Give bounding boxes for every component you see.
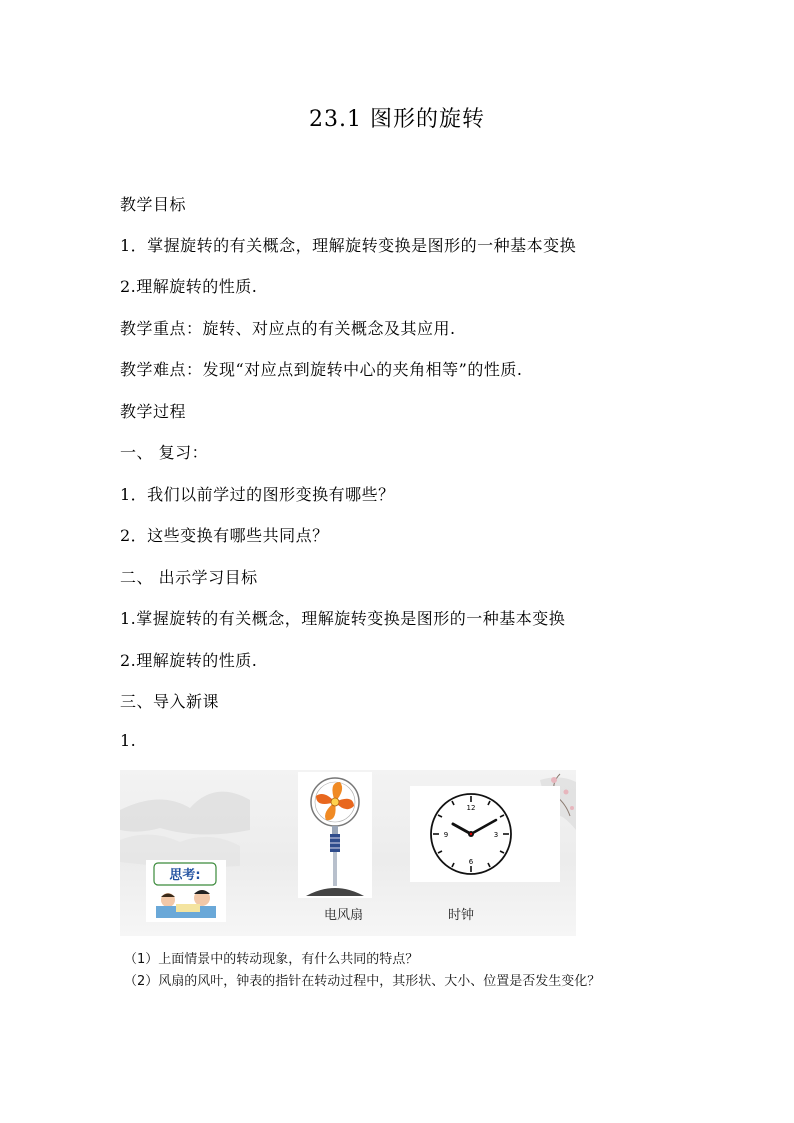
clock-number-6: 6 [468,858,474,866]
text-line: 2.理解旋转的性质. [120,651,258,670]
fan-label: 电风扇 [324,908,364,923]
text-line: 1.掌握旋转的有关概念，理解旋转变换是图形的一种基本变换 [120,609,566,628]
think-image-box [146,860,226,922]
text-line: 1．掌握旋转的有关概念，理解旋转变换是图形的一种基本变换 [120,236,577,255]
fan-image-box [298,772,372,898]
rotation-illustration [120,770,576,936]
question-1: （1）上面情景中的转动现象，有什么共同的特点？ [124,952,419,967]
text-line: 教学过程 [120,402,187,421]
electric-fan-icon [298,772,372,898]
think-label: 思考: [169,868,201,883]
clock-number-9: 9 [443,831,449,839]
thinking-children-icon [146,860,226,922]
clock-number-3: 3 [493,831,499,839]
text-line: 教学重点：旋转、对应点的有关概念及其应用. [120,319,456,338]
text-line: 教学难点：发现“对应点到旋转中心的夹角相等”的性质. [120,360,523,379]
text-line: 2．这些变换有哪些共同点？ [120,526,329,545]
clock-label: 时钟 [448,908,475,923]
clock-image-box [410,786,560,882]
clock-icon [410,786,560,882]
page-title: 23.1 图形的旋转 [309,107,485,132]
text-line: 2.理解旋转的性质. [120,277,258,296]
text-line: 1. [120,731,137,750]
text-line: 三、导入新课 [120,692,220,711]
text-line: 一、 复习： [120,443,209,462]
text-line: 二、 出示学习目标 [120,568,258,587]
text-line: 教学目标 [120,195,187,214]
text-line: 1．我们以前学过的图形变换有哪些？ [120,485,395,504]
clock-number-12: 12 [466,804,476,812]
question-2: （2）风扇的风叶，钟表的指针在转动过程中，其形状、大小、位置是否发生变化？ [124,974,601,989]
